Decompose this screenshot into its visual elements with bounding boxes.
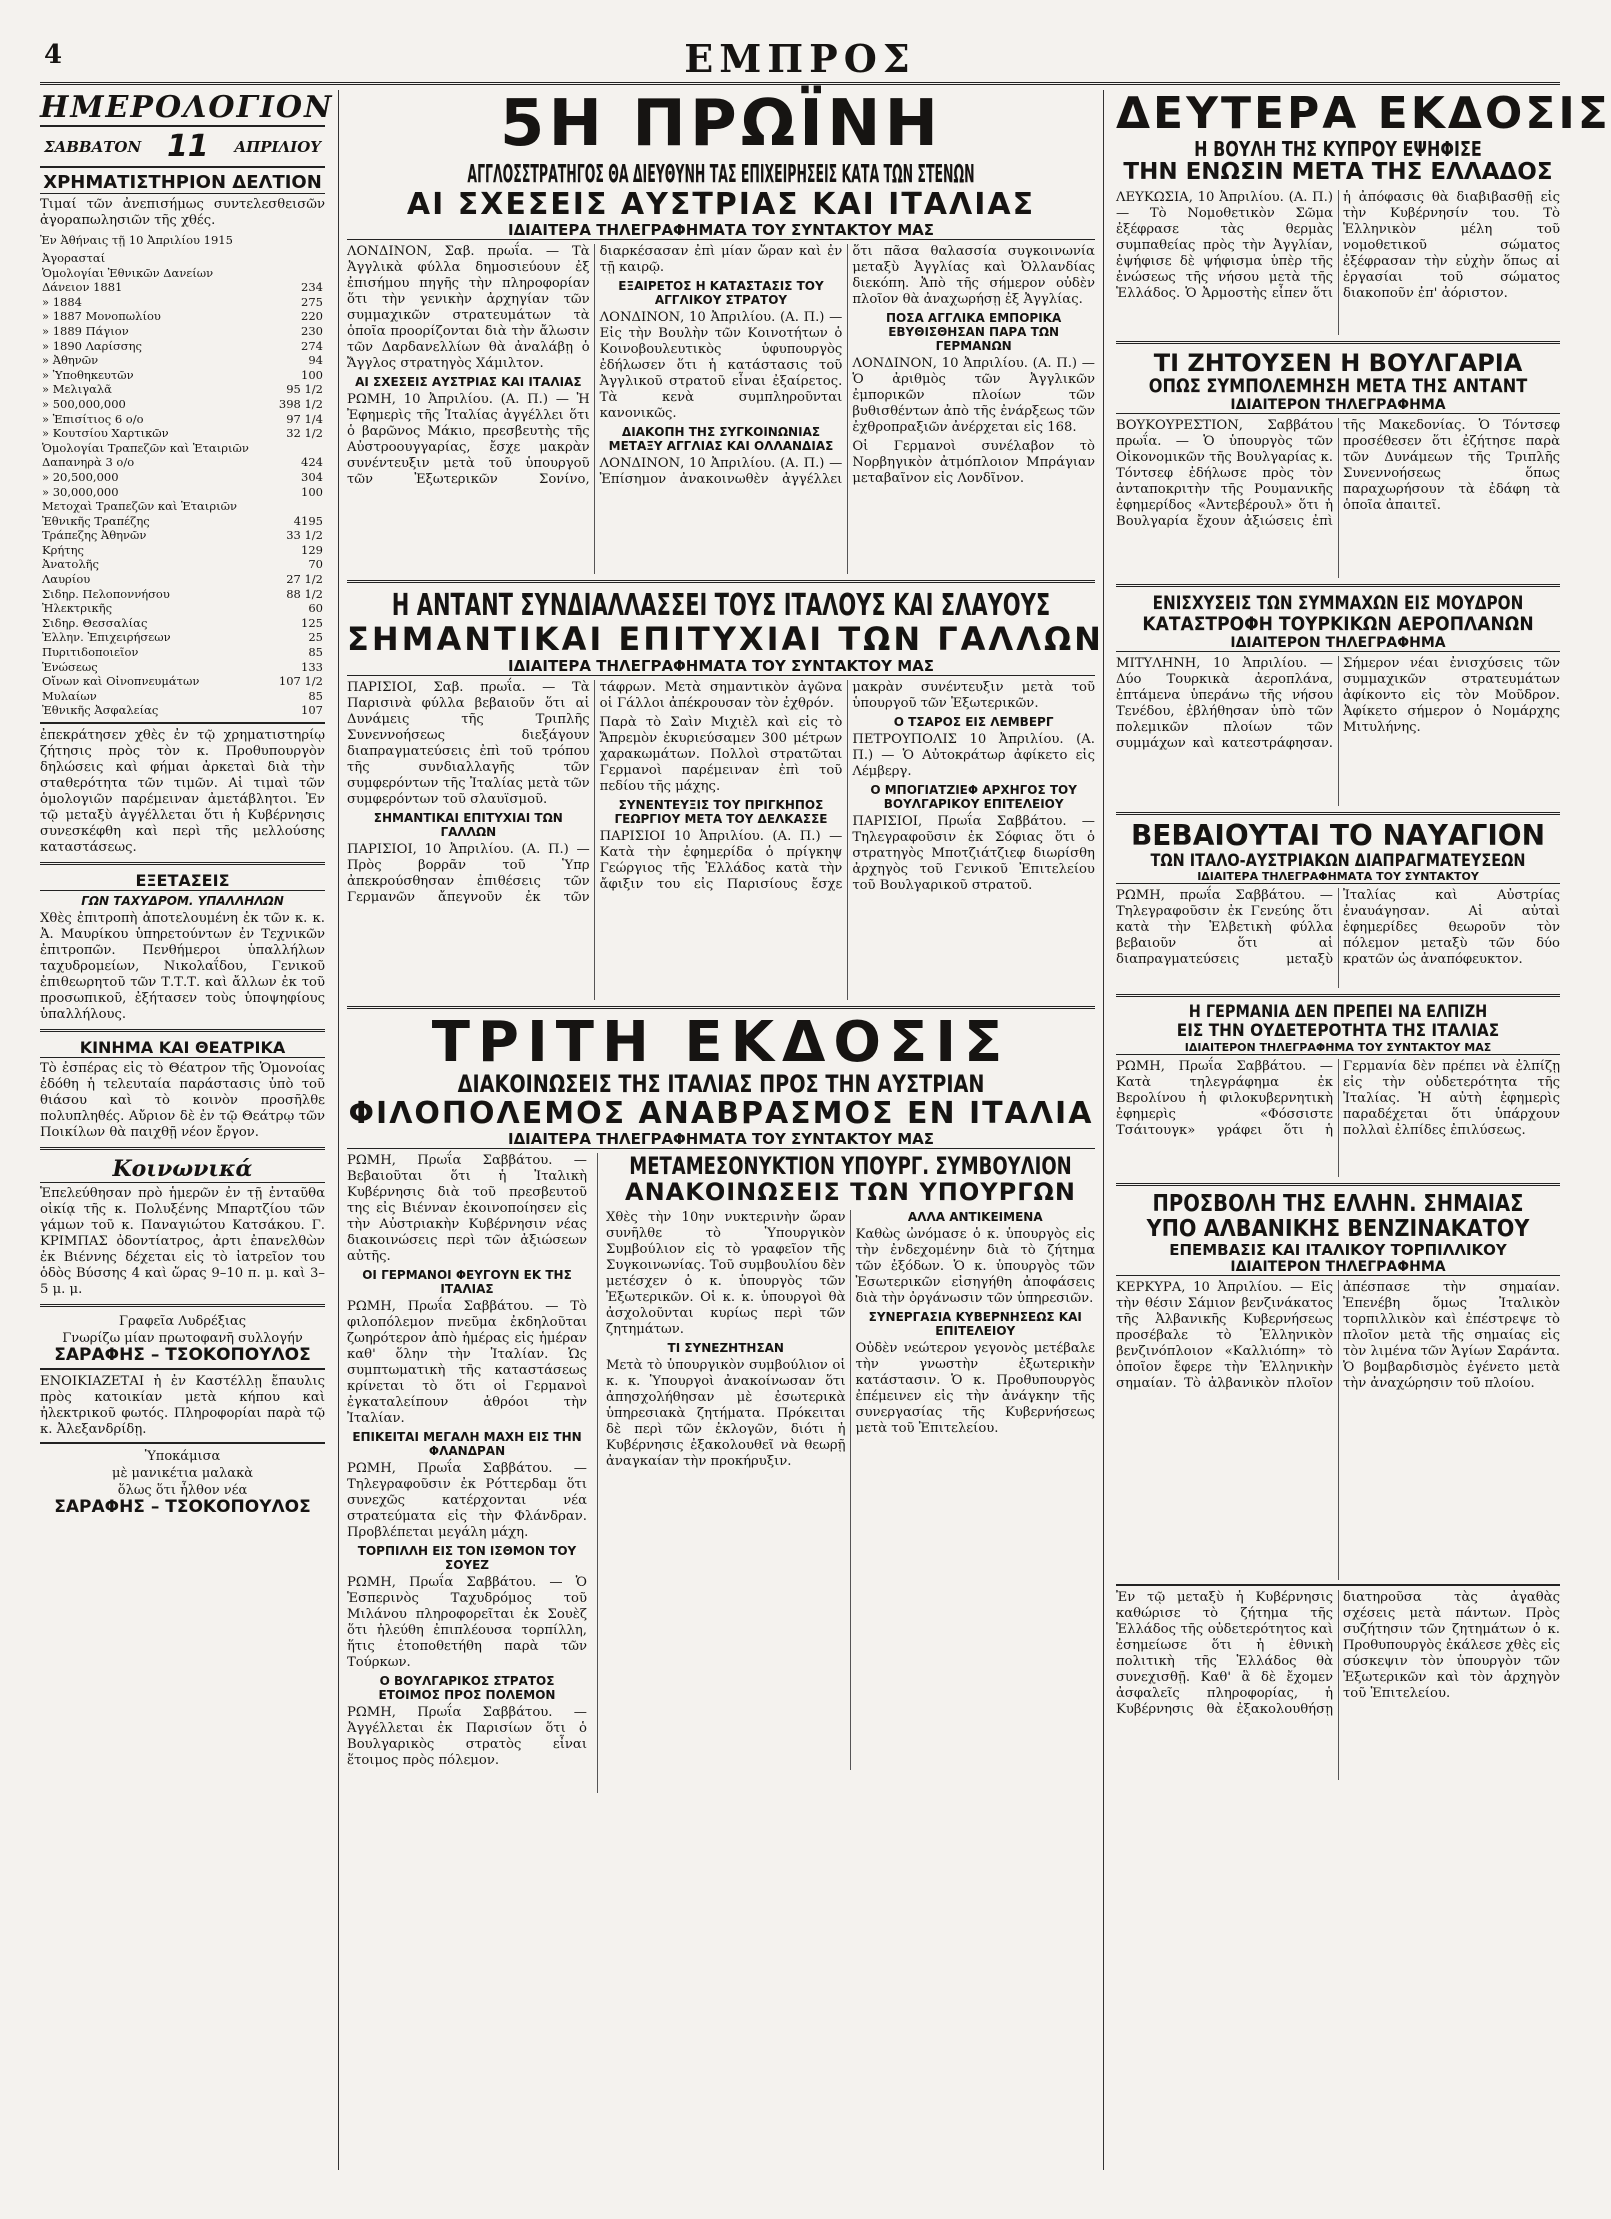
stock-row: [40, 280, 325, 295]
telegrams-label-2: ΙΔΙΑΙΤΕΡΑ ΤΗΛΕΓΡΑΦΗΜΑΤΑ ΤΟΥ ΣΥΝΤΑΚΤΟΥ ΜΑΣ: [347, 657, 1095, 676]
stock-value: 129: [301, 542, 323, 557]
headline-moudros-2: ΚΑΤΑΣΤΡΟΦΗ ΤΟΥΡΚΙΚΩΝ ΑΕΡΟΠΛΑΝΩΝ: [1142, 612, 1534, 635]
article-paragraph: ΡΩΜΗ, Πρωΐα Σαββάτου. — Τηλεγραφοῦσιν ἐκ Ρόττερδαμ ὅτι συνεχῶς κατέρχονται νέα στρατεύματα εἰς τὴν Φλάνδραν. Προβλέπεται μεγάλη μάχη.: [347, 1461, 587, 1541]
headline-shipwreck-1: ΒΕΒΑΙΟΥΤΑΙ ΤΟ ΝΑΥΑΓΙΟΝ: [1130, 818, 1546, 852]
stock-row: [40, 353, 325, 368]
ad3-line3: ὅλως ὅτι ἦλθον νέα: [117, 1483, 248, 1498]
exchange-intro: Τιμαί τῶν ἀνεπισήμως συντελεσθεισῶν ἀγοραπωλησιῶν τῆς χθές.: [40, 197, 325, 228]
stock-row: [40, 660, 325, 675]
stock-value: 32 1/2: [286, 426, 323, 441]
stock-name: » 1890 Λαρίσσης: [42, 338, 142, 353]
stock-row: [40, 309, 325, 324]
stock-name: » Κουτσίου Χαρτικῶν: [42, 426, 169, 441]
stock-value: 27 1/2: [286, 572, 323, 587]
stock-row: [40, 470, 325, 485]
cyprus-text: [1116, 190, 1560, 335]
stock-value: 33 1/2: [286, 528, 323, 543]
article-paragraph: ΛΟΝΔΙΝΟΝ, 10 Ἀπριλίου. (Α. Π.) — Εἰς τὴν Βουλὴν τῶν Κοινοτήτων ὁ Κοινοβουλευτικὸς ὑφυπουργὸς ἐδήλωσεν ὅτι ἡ κατάστασις τοῦ Ἀγγλικοῦ στρατοῦ εἶναι ἐξαίρετος. Τὰ κενὰ συμπληροῦνται κανονικῶς.: [599, 309, 843, 421]
stock-row: [40, 616, 325, 631]
telegram-label-r1: ΙΔΙΑΙΤΕΡΟΝ ΤΗΛΕΓΡΑΦΗΜΑ: [1116, 397, 1560, 414]
section-1-columns: [347, 244, 1095, 574]
stock-name: » Ὑποθηκευτῶν: [42, 367, 134, 382]
stock-row: [40, 485, 325, 500]
stock-row: [40, 630, 325, 645]
stock-row: [40, 543, 325, 558]
article-paragraph: Χθὲς τὴν 10ην νυκτερινὴν ὥραν συνῆλθε τὸ Ὑπουργικὸν Συμβούλιον εἰς τὸ γραφεῖον τῆς Συγκοινωνίας. Τοῦ συμβουλίου δὲν μετέσχεν ὁ κ. ὑπουργὸς τῶν Ἐξωτερικῶν. Οἱ κ. κ. ὑπουργοὶ θὰ ἀσχολοῦνται κυρίως περὶ τῶν ζητημάτων.: [606, 1209, 846, 1337]
stock-name: Σιδηρ. Θεσσαλίας: [42, 615, 148, 630]
stock-value: 4195: [293, 513, 323, 528]
ad3-name: ΣΑΡΑΦΗΣ – ΤΣΟΚΟΠΟΥΛΟΣ: [54, 1497, 311, 1517]
stock-row: [40, 441, 325, 456]
moudros-text: [1116, 656, 1560, 806]
stock-row: [40, 397, 325, 412]
headline-cyprus-1: Η ΒΟΥΛΗ ΤΗΣ ΚΥΠΡΟΥ ΕΨΗΦΙΣΕ: [1194, 137, 1482, 162]
stock-value: 97 1/4: [286, 411, 323, 426]
stock-value: 25: [308, 630, 323, 645]
stock-name: » 30,000,000: [42, 484, 119, 499]
stock-value: [272, 441, 325, 456]
stock-value: 304: [301, 469, 323, 484]
stock-value: [272, 266, 325, 281]
advertisement-2: ΕΝΟΙΚΙΑΖΕΤΑΙ ἡ ἐν Καστέλλῃ ἔπαυλις πρὸς κατοικίαν μετὰ κήπου καὶ ἠλεκτρικοῦ φωτός. Πληροφορίαι παρὰ τῷ κ. Ἀλεξανδρίδῃ.: [40, 1374, 325, 1437]
headline-italy-war: ΦΙΛΟΠΟΛΕΜΟΣ ΑΝΑΒΡΑΣΜΟΣ ΕΝ ΙΤΑΛΙΑ: [348, 1096, 1094, 1132]
bulgaria-text: [1116, 418, 1560, 578]
stock-row: [40, 674, 325, 689]
stock-name: Οἴνων καὶ Οἰνοπνευμάτων: [42, 674, 200, 689]
headline-flag-1: ΠΡΟΣΒΟΛΗ ΤΗΣ ΕΛΛΗΝ. ΣΗΜΑΙΑΣ: [1152, 1190, 1524, 1217]
headline-italy-notes: ΔΙΑΚΟΙΝΩΣΕΙΣ ΤΗΣ ΙΤΑΛΙΑΣ ΠΡΟΣ ΤΗΝ ΑΥΣΤΡΙΑΝ: [457, 1069, 985, 1098]
stock-name: Ἀγορασταί: [42, 251, 106, 265]
stock-row: [40, 703, 325, 718]
moudros-body: ΜΙΤΥΛΗΝΗ, 10 Ἀπριλίου. — Δύο Τουρκικὰ ἀεροπλάνα, ἐπτάμενα ὑπεράνω τῆς νήσου Τενέδου, ἐβλήθησαν ὑπὸ τῶν πολεμικῶν πλοίων τῶν συμμάχων καὶ κατεστράφησαν. Σήμερον νέαι ἐνισχύσεις τῶν συμμαχικῶν στρατευμάτων ἀφίκοντο εἰς τὸν Μοῦδρον. Ἀφίκετο σήμερον ὁ Νομάρχης Μιτυλήνης.: [1116, 655, 1560, 751]
stock-name: Δαπανηρὰ 3 ο/ο: [42, 455, 135, 470]
weekday: ΣΑΒΒΑΤΟΝ: [44, 137, 142, 156]
stock-row: [40, 455, 325, 470]
section-4-block: [597, 1153, 1095, 1793]
headline-flag-3: ΕΠΕΜΒΑΣΙΣ ΚΑΙ ΙΤΑΛΙΚΟΥ ΤΟΡΠΙΛΛΙΚΟΥ: [1169, 1241, 1507, 1260]
article-paragraph: ΡΩΜΗ, 10 Ἀπριλίου. (Α. Π.) — Ἡ Ἐφημερὶς τῆς Ἰταλίας ἀγγέλλει ὅτι ὁ βαρῶνος Μάκιο, πρεσβευτὴς τῆς Αὐστροουγγαρίας, ἔσχε μακρὰν συνέντευξιν μετὰ τοῦ ὑπουργοῦ τῶν Ἐξωτερικῶν Σονίνο, διαρκέσασαν ἐπὶ μίαν ὥραν καὶ ἐν τῇ καιρῷ.: [347, 243, 843, 487]
stock-name: Ἀνατολῆς: [42, 557, 99, 572]
article-paragraph: ΛΟΝΔΙΝΟΝ, 10 Ἀπριλίου. (Α. Π.) — Ἐπίσημον ἀνακοινωθὲν ἀγγέλλει ὅτι πᾶσα θαλασσία συγκοινωνία μεταξὺ Ἀγγλίας καὶ Ὀλλανδίας διεκόπη. Ἀπὸ τῆς σήμερον οὐδὲν πλοῖον θὰ ἀναχωρήσῃ ἐξ Ἀγγλίας.: [599, 243, 1095, 487]
stock-row: [40, 251, 325, 266]
stock-name: Δάνειον 1881: [42, 280, 123, 295]
stock-row: [40, 382, 325, 397]
headline-cyprus-2: ΤΗΝ ΕΝΩΣΙΝ ΜΕΤΑ ΤΗΣ ΕΛΛΑΔΟΣ: [1123, 159, 1553, 186]
right-column: [1116, 88, 1611, 2170]
stock-row: [40, 528, 325, 543]
advertisement-3: [40, 1448, 325, 1516]
ad1-line2: Γνωρίζω μίαν πρωτοφανῆ συλλογήν: [62, 1331, 303, 1346]
stock-name: Μετοχαὶ Τραπεζῶν καὶ Ἑταιριῶν: [42, 499, 237, 514]
stock-name: Σιδηρ. Πελοποννήσου: [42, 586, 170, 601]
third-edition-title: ΤΡΙΤΗ ΕΚΔΟΣΙΣ: [431, 1009, 1011, 1075]
stock-name: » 500,000,000: [42, 396, 126, 411]
stock-value: 107: [301, 703, 323, 718]
stock-name: » 1884: [42, 294, 82, 309]
shipwreck-body: ΡΩΜΗ, πρωΐα Σαββάτου. — Τηλεγραφοῦσιν ἐκ Γενεύης ὅτι κατὰ τὴν Ἑλβετικὴ φύλλα βεβαιοῦν ὅτι αἱ διαπραγματεύσεις μεταξὺ Ἰταλίας καὶ Αὐστρίας ἐναυάγησαν. Αἱ αὐταὶ ἐφημερίδες θεωροῦν τὸν πόλεμον μεταξὺ τῶν δύο κρατῶν ὡς ἀναπόφευκτον.: [1116, 888, 1560, 968]
article-subheading: Ο ΜΠΟΓΙΑΤΖΙΕΦ ΑΡΧΗΓΟΣ ΤΟΥ ΒΟΥΛΓΑΡΙΚΟΥ ΕΠΙΤΕΛΕΙΟΥ: [870, 782, 1077, 811]
stock-name: Ἠλεκτρικῆς: [42, 601, 113, 616]
stock-row: [40, 499, 325, 514]
article-subheading: ΑΛΛΑ ΑΝΤΙΚΕΙΜΕΝΑ: [907, 1209, 1043, 1224]
exchange-note: Ἐν Ἀθήναις τῇ 10 Ἀπριλίου 1915: [40, 233, 233, 247]
headline-ministers: ΑΝΑΚΟΙΝΩΣΕΙΣ ΤΩΝ ΥΠΟΥΡΓΩΝ: [625, 1178, 1076, 1207]
article-paragraph: ΛΟΝΔΙΝΟΝ, Σαβ. πρωΐα. — Τὰ Ἀγγλικὰ φύλλα δημοσιεύουν ἐξ ἐπισήμου πηγῆς τὴν πληροφορίαν ὅτι τὴν γενικὴν ἀρχηγίαν τῶν συμμαχικῶν στρατευμάτων τὰ ὁποῖα προορίζονται διὰ τὴν ἄλωσιν τῶν Δαρδανελλίων θὰ ἀναλάβῃ ὁ Ἄγγλος στρατηγὸς Χάμιλτον.: [347, 243, 590, 371]
article-paragraph: Καθὼς ὠνόμασε ὁ κ. ὑπουργὸς εἰς τὴν ἐνδεχομένην διὰ τὸ ζήτημα τῶν ἐξόδων. Ὁ κ. ὑπουργὸς τῶν Ἐσωτερικῶν εἰσηγήθη ἀποφάσεις διὰ τὴν ὀργάνωσιν τῶν ὑπηρεσιῶν.: [855, 1226, 1095, 1306]
stock-value: 100: [301, 484, 323, 499]
theatre-title: ΚΙΝΗΜΑ ΚΑΙ ΘΕΑΤΡΙΚΑ: [40, 1038, 325, 1058]
article-subheading: ΠΟΣΑ ΑΓΓΛΙΚΑ ΕΜΠΟΡΙΚΑ ΕΒΥΘΙΣΘΗΣΑΝ ΠΑΡΑ ΤΩΝ ΓΕΡΜΑΝΩΝ: [886, 310, 1062, 353]
exams-subtitle: ΓΩΝ ΤΑΧΥΔΡΟΜ. ΥΠΑΛΛΗΛΩΝ: [81, 894, 284, 908]
article-paragraph: ΡΩΜΗ, Πρωΐα Σαββάτου. — Τὸ φιλοπόλεμον πνεῦμα ἐκδηλοῦται ζωηρότερον ἀπὸ ἡμέρας εἰς ἡμέραν καθ' ὅλην τὴν Ἰταλίαν. Ὡς συμπτωματικὴ τῆς καταστάσεως κρίνεται τὸ ὅτι οἱ Γερμανοὶ ἐγκαταλείπουν ἀθρόοι τὴν Ἰταλίαν.: [347, 1299, 587, 1427]
section-3-column: [347, 1153, 587, 1793]
headline-germany-1: Η ΓΕΡΜΑΝΙΑ ΔΕΝ ΠΡΕΠΕΙ ΝΑ ΕΛΠΙΖΗ: [1188, 1002, 1488, 1023]
stock-name: Ἑλλην. Ἐπιχειρήσεων: [42, 630, 171, 645]
ad3-line1: Ὑποκάμισα: [144, 1449, 221, 1464]
stock-name: Πυριτιδοποιεῖον: [42, 645, 139, 660]
stock-name: » 20,500,000: [42, 469, 119, 484]
article-subheading: ΣΥΝΕΡΓΑΣΙΑ ΚΥΒΕΡΝΗΣΕΩΣ ΚΑΙ ΕΠΙΤΕΛΕΙΟΥ: [868, 1309, 1082, 1338]
article-subheading: ΑΙ ΣΧΕΣΕΙΣ ΑΥΣΤΡΙΑΣ ΚΑΙ ΙΤΑΛΙΑΣ: [355, 374, 582, 389]
stock-name: Κρήτης: [42, 542, 84, 557]
stock-name: Ἐθνικῆς Ἀσφαλείας: [42, 703, 159, 718]
exams-title: ΕΞΕΤΑΣΕΙΣ: [40, 871, 325, 891]
stock-value: 133: [301, 659, 323, 674]
stock-row: [40, 587, 325, 602]
article-subheading: ΣΗΜΑΝΤΙΚΑΙ ΕΠΙΤΥΧΙΑΙ ΤΩΝ ΓΑΛΛΩΝ: [373, 810, 563, 839]
stock-name: » Ἀθηνῶν: [42, 353, 99, 368]
stock-table: [40, 251, 325, 718]
cyprus-body: ΛΕΥΚΩΣΙΑ, 10 Ἀπριλίου. (Α. Π.) — Τὸ Νομοθετικὸν Σῶμα ἐξέφρασε τὰς θερμὰς συμπαθείας πρὸς τὴν Ἀγγλίαν, ἐψήφισε δὲ ψήφισμα ὑπὲρ τῆς ἑνώσεως τῆς νήσου μετὰ τῆς Ἑλλάδος. Ὁ Ἀρμοστὴς εἶπεν ὅτι ἡ ἀπόφασις θὰ διαβιβασθῇ εἰς τὴν Κυβέρνησίν του. Τὸ Ἑλληνικὸν μέλη τοῦ νομοθετικοῦ σώματος ἐξέφρασαν τὴν εὐχὴν ὅπως αἱ ἐργασίαι τοῦ σώματος διακοποῦν ἐπ' ἀόριστον.: [1116, 189, 1560, 301]
headline-cabinet: ΜΕΤΑΜΕΣΟΝΥΚΤΙΟΝ ΥΠΟΥΡΓ. ΣΥΜΒΟΥΛΙΟΝ: [629, 1152, 1072, 1181]
stock-name: » Μελιγαλᾶ: [42, 382, 112, 397]
flag-text: [1116, 1280, 1560, 1580]
section-2-columns: [347, 680, 1095, 1000]
society-text: Ἑπελεύθησαν πρὸ ἡμερῶν ἐν τῇ ἐνταῦθα οἰκίᾳ τῆς κ. Πολυξένης Μπαρτζίου τῶν γάμων τοῦ κ. Παναγιώτου Κατσάκου. Γ. ΚΡΙΜΠΑΣ ὀδοντίατρος, ἀρτι ἐπανελθὼν ἐκ Βιέννης δέχεται εἰς τὸ ἰατρεῖον του ὁδὸς Βύσσης 4 καὶ ὥρας 9–10 π. μ. καὶ 3–5 μ. μ.: [40, 1186, 325, 1297]
stock-row: [40, 601, 325, 616]
second-edition-title: ΔΕΥΤΕΡΑ ΕΚΔΟΣΙΣ: [1116, 88, 1611, 139]
stock-row: [40, 689, 325, 704]
banner-headline-1: ΑΓΓΛΟΣΣΤΡΑΤΗΓΟΣ ΘΑ ΔΙΕΥΘΥΝΗ ΤΑΣ ΕΠΙΧΕΙΡΗΣΕΙΣ ΚΑΤΑ ΤΩΝ ΣΤΕΝΩΝ: [467, 159, 975, 188]
ad1-line1: Γραφεῖα Λυδρέξιας: [118, 1314, 247, 1329]
stock-name: Λαυρίου: [42, 572, 91, 587]
closing-body: Ἐν τῷ μεταξὺ ἡ Κυβέρνησις καθώρισε τὸ ζήτημα τῆς Ἑλλάδος τῆς οὐδετερότητος καὶ ἐσημείωσε ὅτι ἡ ἐθνικὴ πολιτικὴ τῆς Ἑλλάδος θὰ συνεχισθῇ. Καθ' ἃ δὲ ἔχομεν ἀσφαλεῖς πληροφορίας, ἡ Κυβέρνησις θὰ ἐξακολουθήσῃ διατηροῦσα τὰς ἀγαθὰς σχέσεις μετὰ πάντων. Πρὸς συζήτησιν τῶν ζητημάτων ὁ κ. Προθυπουργὸς ἐκάλεσε χθὲς εἰς σύσκεψιν τὸν ὑπουργὸν τῶν Ἐξωτερικῶν καὶ τὸν ἀρχηγὸν τοῦ Ἐπιτελείου.: [1116, 1589, 1560, 1717]
masthead: [40, 30, 1560, 85]
stock-row: [40, 266, 325, 281]
headline-flag-2: ΥΠΟ ΑΛΒΑΝΙΚΗΣ ΒΕΝΖΙΝΑΚΑΤΟΥ: [1146, 1215, 1530, 1242]
stock-value: 107 1/2: [278, 674, 323, 689]
banner-headline-2: ΑΙ ΣΧΕΣΕΙΣ ΑΥΣΤΡΙΑΣ ΚΑΙ ΙΤΑΛΙΑΣ: [406, 186, 1036, 222]
stock-name: » 1887 Μονοπωλίου: [42, 309, 161, 324]
stock-row: [40, 324, 325, 339]
article-paragraph: ΠΑΡΙΣΙΟΙ 10 Ἀπριλίου. (Α. Π.) — Κατὰ τὴν ἐφημερίδα ὁ πρίγκηψ Γεώργιος τῆς Ἑλλάδος κατὰ τὴν ἄφιξιν του εἰς Παρισίους ἔσχε μακρὰν συνέντευξιν μετὰ τοῦ ὑπουργοῦ τῶν Ἐξωτερικῶν.: [599, 679, 1095, 892]
month: ΑΠΡΙΛΙΟΥ: [234, 137, 321, 156]
stock-row: [40, 368, 325, 383]
stock-value: 95 1/2: [286, 382, 323, 397]
headline-germany-2: ΕΙΣ ΤΗΝ ΟΥΔΕΤΕΡΟΤΗΤΑ ΤΗΣ ΙΤΑΛΙΑΣ: [1176, 1020, 1500, 1041]
shipwreck-text: [1116, 888, 1560, 988]
stock-value: 230: [301, 323, 323, 338]
stock-row: [40, 557, 325, 572]
almanac-title: ΗΜΕΡΟΛΟΓΙΟΝ: [40, 90, 334, 125]
headline-shipwreck-2: ΤΩΝ ΙΤΑΛΟ-ΑΥΣΤΡΙΑΚΩΝ ΔΙΑΠΡΑΓΜΑΤΕΥΣΕΩΝ: [1150, 850, 1526, 871]
stock-row: [40, 426, 325, 441]
article-subheading: Ο ΒΟΥΛΓΑΡΙΚΟΣ ΣΤΡΑΤΟΣ ΕΤΟΙΜΟΣ ΠΡΟΣ ΠΟΛΕΜΟΝ: [378, 1674, 556, 1703]
article-subheading: ΕΠΙΚΕΙΤΑΙ ΜΕΓΑΛΗ ΜΑΧΗ ΕΙΣ ΤΗΝ ΦΛΑΝΔΡΑΝ: [352, 1430, 582, 1459]
stock-row: [40, 572, 325, 587]
article-subheading: ΤΙ ΣΥΝΕΖΗΤΗΣΑΝ: [667, 1340, 784, 1355]
stock-value: [272, 251, 325, 266]
closing-text: [1116, 1590, 1560, 1780]
stock-name: Ἐθνικῆς Τραπέζης: [42, 513, 150, 528]
article-paragraph: ΛΟΝΔΙΝΟΝ, 10 Ἀπριλίου. (Α. Π.) — Ὁ ἀριθμὸς τῶν Ἀγγλικῶν ἐμπορικῶν πλοίων τῶν βυθισθέντων ἀπὸ τῆς ἐνάρξεως τῶν ἐχθροπραξιῶν ἀνέρχεται εἰς 168.: [852, 355, 1095, 435]
article-paragraph: ΠΑΡΙΣΙΟΙ, 10 Ἀπριλίου. (Α. Π.) — Πρὸς βορρᾶν τοῦ Ὑπρ ἀπεκρούσθησαν ἐπιθέσεις τῶν Γερμανῶν ἄπεγνοῦν ἐκ τῶν τάφρων. Μετὰ σημαντικὸν ἀγῶνα οἱ Γάλλοι ἀπέκρουσαν τὸν ἐχθρόν.: [347, 679, 843, 905]
telegram-label-r4: ΙΔΙΑΙΤΕΡΟΝ ΤΗΛΕΓΡΑΦΗΜΑ ΤΟΥ ΣΥΝΤΑΚΤΟΥ ΜΑΣ: [1116, 1041, 1560, 1055]
center-column: [338, 87, 1104, 2170]
stock-value: 70: [308, 557, 323, 572]
stock-value: 234: [301, 280, 323, 295]
day-number: 11: [166, 129, 209, 164]
article-subheading: ΔΙΑΚΟΠΗ ΤΗΣ ΣΥΓΚΟΙΝΩΝΙΑΣ ΜΕΤΑΞΥ ΑΓΓΛΙΑΣ ΚΑΙ ΟΛΛΑΝΔΙΑΣ: [608, 424, 834, 453]
exchange-title: ΧΡΗΜΑΤΙΣΤΗΡΙΟΝ ΔΕΛΤΙΟΝ: [40, 172, 325, 194]
headline-entente: Η ΑΝΤΑΝΤ ΣΥΝΔΙΑΛΛΑΣΣΕΙ ΤΟΥΣ ΙΤΑΛΟΥΣ ΚΑΙ ΣΛΑΥΟΥΣ: [391, 587, 1051, 623]
edition-title: 5Η ΠΡΩΪΝΗ: [499, 87, 943, 161]
article-paragraph: ΠΕΤΡΟΥΠΟΛΙΣ 10 Ἀπριλίου. (Α. Π.) — Ὁ Αὐτοκράτωρ ἀφίκετο εἰς Λέμβεργ.: [852, 731, 1095, 779]
article-subheading: ΟΙ ΓΕΡΜΑΝΟΙ ΦΕΥΓΟΥΝ ΕΚ ΤΗΣ ΙΤΑΛΙΑΣ: [362, 1268, 572, 1297]
stock-value: 220: [301, 309, 323, 324]
article-paragraph: Μετὰ τὸ ὑπουργικὸν συμβούλιον οἱ κ. κ. Ὑπουργοὶ ἀνακοίνωσαν ὅτι ἀπησχολήθησαν μὲ ἐσωτερικὰ ὑπηρεσιακὰ ζητήματα. Πρόκειται δὲ περὶ τῶν ἐκλογῶν, διότι ἡ Κυβέρνησις ἐξακολουθεῖ νὰ θεωρῇ ἀναγκαίαν τὴν προκήρυξιν.: [606, 1357, 846, 1469]
stock-row: [40, 412, 325, 427]
society-title: Κοινωνικά: [40, 1156, 325, 1183]
stock-value: 85: [308, 645, 323, 660]
telegram-label-r5: ΙΔΙΑΙΤΕΡΟΝ ΤΗΛΕΓΡΑΦΗΜΑ: [1116, 1259, 1560, 1276]
section-3-wrapper: [347, 1153, 1095, 1793]
ad3-line2: μὲ μανικέτια μαλακὰ: [112, 1466, 253, 1481]
stock-value: [272, 499, 325, 514]
article-paragraph: Οὐδὲν νεώτερον γεγονὸς μετέβαλε τὴν γνωστὴν ἐξωτερικὴν κατάστασιν. Ὁ κ. Προθυπουργὸς ἐπέμεινεν εἰς τὴν ἀνάγκην τῆς συνεργασίας τῆς Κυβερνήσεως μετὰ τοῦ Ἐπιτελείου.: [855, 1340, 1095, 1436]
stock-value: 100: [301, 367, 323, 382]
stock-value: 424: [301, 455, 323, 470]
telegrams-label-3: ΙΔΙΑΙΤΕΡΑ ΤΗΛΕΓΡΑΦΗΜΑΤΑ ΤΟΥ ΣΥΝΤΑΚΤΟΥ ΜΑΣ: [347, 1130, 1095, 1149]
theatre-text: Τὸ ἐσπέρας εἰς τὸ Θέατρον τῆς Ὁμονοίας ἐδόθη ἡ τελευταία παράστασις ὑπὸ τοῦ θιάσου καὶ τὸ κοινὸν προσῆλθε πολυπληθές. Αὔριον δὲ ἐν τῷ Θεάτρῳ τῶν Ποικίλων θὰ παιχθῇ νέον ἔργον.: [40, 1061, 325, 1140]
stock-value: 88 1/2: [286, 586, 323, 601]
stock-name: Ὁμολογίαι Τραπεζῶν καὶ Ἑταιριῶν: [42, 440, 249, 455]
stock-name: Ὁμολογίαι Ἐθνικῶν Δανείων: [42, 265, 214, 280]
germany-body: ΡΩΜΗ, Πρωΐα Σαββάτου. — Κατὰ τηλεγράφημα ἐκ Βερολίνου ἡ φιλοκυβερνητικὴ ἐφημερὶς «Φόσσιστε Τσάιτουγκ» γράφει ὅτι ἡ Γερμανία δὲν πρέπει νὰ ἐλπίζῃ εἰς τὴν οὐδετερότητα τῆς Ἰταλίας. Ἡ αὐτὴ ἐφημερὶς παραδέχεται ὅτι ὑπάρχουν πολλαὶ ἐλπίδες ἐπιλύσεως.: [1116, 1058, 1560, 1138]
article-paragraph: ΡΩΜΗ, Πρωΐα Σαββάτου. — Βεβαιοῦται ὅτι ἡ Ἰταλικὴ Κυβέρνησις διὰ τοῦ πρεσβευτοῦ της εἰς Βιένναν ἐκοινοποίησεν εἰς τὴν Αὐστριακὴν Κυβέρνησιν νέας διακοινώσεις περὶ τῶν ἀξιώσεων αὐτῆς.: [347, 1153, 587, 1265]
telegrams-label: ΙΔΙΑΙΤΕΡΑ ΤΗΛΕΓΡΑΦΗΜΑΤΑ ΤΟΥ ΣΥΝΤΑΚΤΟΥ ΜΑΣ: [347, 221, 1095, 240]
telegram-label-r3: ΙΔΙΑΙΤΕΡΑ ΤΗΛΕΓΡΑΦΗΜΑΤΑ ΤΟΥ ΣΥΝΤΑΚΤΟΥ: [1116, 870, 1560, 884]
advertisement-1: [40, 1313, 325, 1364]
stock-value: 125: [301, 615, 323, 630]
article-paragraph: Οἱ Γερμανοὶ συνέλαβον τὸ Νορβηγικὸν ἀτμόπλοιον Μπράγιαν μεταβαῖνον εἰς Λονδῖνον.: [852, 438, 1095, 486]
stock-value: 85: [308, 688, 323, 703]
newspaper-page: [40, 30, 1611, 2200]
stock-name: Τράπεζης Ἀθηνῶν: [42, 528, 147, 543]
stock-value: 60: [308, 601, 323, 616]
stock-row: [40, 339, 325, 354]
article-subheading: Ο ΤΣΑΡΟΣ ΕΙΣ ΛΕΜΒΕΡΓ: [893, 714, 1054, 729]
headline-bulgaria-2: ΟΠΩΣ ΣΥΜΠΟΛΕΜΗΣΗ ΜΕΤΑ ΤΗΣ ΑΝΤΑΝΤ: [1148, 375, 1528, 398]
stock-name: » 1889 Πάγιον: [42, 323, 129, 338]
stock-value: 398 1/2: [278, 396, 323, 411]
stock-row: [40, 295, 325, 310]
stock-value: 94: [308, 353, 323, 368]
article-paragraph: ΠΑΡΙΣΙΟΙ, Σαβ. πρωΐα. — Τὰ Παρισινὰ φύλλα βεβαιοῦν ὅτι αἱ Δυνάμεις τῆς Τριπλῆς Συνεννοήσεως διεξάγουν διαπραγματεύσεις ἐπὶ τοῦ τρόπου τῆς συνδιαλλαγῆς τῶν συμφερόντων τῆς Ἰταλίας μετὰ τῶν συμφερόντων τοῦ σλαυϊσμοῦ.: [347, 679, 590, 807]
telegram-label-r2: ΙΔΙΑΙΤΕΡΟΝ ΤΗΛΕΓΡΑΦΗΜΑ: [1116, 635, 1560, 652]
left-column: [40, 90, 334, 2170]
section-4-columns: [606, 1210, 1095, 1770]
page-number: 4: [44, 40, 63, 70]
bulgaria-body: ΒΟΥΚΟΥΡΕΣΤΙΟΝ, Σαββάτου πρωΐα. — Ὁ ὑπουργὸς τῶν Οἰκονομικῶν τῆς Βουλγαρίας κ. Τόντσεφ ἐδήλωσε πρὸς τὸν ἀνταποκριτὴν τῆς Ρουμανικῆς ἐφημερίδος «Ἀντεβέρουλ» ὅτι ἡ Βουλγαρία ἔχουν ἀξιώσεις ἐπὶ τῆς Μακεδονίας. Ὁ Τόντσεφ προσέθεσεν ὅτι ἐζήτησε παρὰ τῶν Δυνάμεων τῆς Τριπλῆς Συνεννοήσεως ὅπως παραχωρήσουν τὰ ἐδάφη τὰ ὁποῖα ἀπαιτεῖ.: [1116, 417, 1560, 529]
stock-name: Ἑνώσεως: [42, 659, 98, 674]
headline-bulgaria-1: ΤΙ ΖΗΤΟΥΣΕΝ Η ΒΟΥΛΓΑΡΙΑ: [1153, 348, 1523, 377]
article-paragraph: ΡΩΜΗ, Πρωΐα Σαββάτου. — Ὁ Ἑσπερινὸς Ταχυδρόμος τοῦ Μιλάνου πληροφορεῖται ἐκ Σουὲζ ὅτι ἠλεύθη ἐπιπλέουσα τορπίλλη, ἥτις ἐτοποθετήθη παρὰ τῶν Τούρκων.: [347, 1575, 587, 1671]
exchange-text: ἐπεκράτησεν χθὲς ἐν τῷ χρηματιστηρίῳ ζήτησις πρὸς τὸν κ. Προθυπουργὸν δηλώσεις καὶ φήμαι ἀρκεταὶ διὰ τὴν σταθερότητα τῶν τιμῶν. Αἱ τιμαὶ τῶν ὁμολογιῶν παρέμειναν ἀμετάβλητοι. Ἐν τῷ μεταξὺ ἀγγέλλεται ὅτι ἡ Κυβέρνησις συνεσκέφθη καὶ περὶ τῆς μελλούσης καταστάσεως.: [40, 728, 325, 855]
stock-row: [40, 514, 325, 529]
article-subheading: ΣΥΝΕΝΤΕΥΞΙΣ ΤΟΥ ΠΡΙΓΚΗΠΟΣ ΓΕΩΡΓΙΟΥ ΜΕΤΑ ΤΟΥ ΔΕΛΚΑΣΣΕ: [614, 797, 828, 826]
stock-value: 275: [301, 294, 323, 309]
exams-text: Χθὲς ἐπιτροπὴ ἀποτελουμένη ἐκ τῶν κ. κ. Ἀ. Μαυρίκου ὑπηρετούντων ἐν Τεχνικῶν ἐπιτροπῶν. Πενθήμεροι ὑπαλλήλων ταχυδρομείων, Νικολαΐδου, Γενικοῦ ἐπιθεωρητοῦ τῶν Τ.Τ.Τ. καὶ ἄλλων ἐκ τοῦ προσωπικοῦ, ἐξήτασεν τοὺς ὑποψηφίους ὑπαλλήλους.: [40, 911, 325, 1022]
article-subheading: ΤΟΡΠΙΛΛΗ ΕΙΣ ΤΟΝ ΙΣΘΜΟΝ ΤΟΥ ΣΟΥΕΖ: [357, 1544, 577, 1573]
dateline: [40, 127, 325, 168]
newspaper-title: ΕΜΠΡΟΣ: [684, 36, 916, 81]
headline-french-success: ΣΗΜΑΝΤΙΚΑΙ ΕΠΙΤΥΧΙΑΙ ΤΩΝ ΓΑΛΛΩΝ: [347, 619, 1104, 658]
stock-name: Μυλαίων: [42, 688, 97, 703]
headline-moudros-1: ΕΝΙΣΧΥΣΕΙΣ ΤΩΝ ΣΥΜΜΑΧΩΝ ΕΙΣ ΜΟΥΔΡΟΝ: [1152, 591, 1524, 614]
ad1-name: ΣΑΡΑΦΗΣ – ΤΣΟΚΟΠΟΥΛΟΣ: [54, 1345, 311, 1365]
germany-text: [1116, 1059, 1560, 1177]
article-paragraph: ΠΑΡΙΣΙΟΙ, Πρωΐα Σαββάτου. — Τηλεγραφοῦσιν ἐκ Σόφιας ὅτι ὁ στρατηγὸς Μποτζιάτζιεφ διωρίσθη ἀρχηγὸς τοῦ Γενικοῦ Ἐπιτελείου τοῦ Βουλγαρικοῦ στρατοῦ.: [852, 813, 1095, 893]
stock-row: [40, 645, 325, 660]
flag-body: ΚΕΡΚΥΡΑ, 10 Ἀπριλίου. — Εἰς τὴν θέσιν Σάμιον βενζινάκατος τῆς Ἀλβανικῆς Κυβερνήσεως προσέβαλε τὸ Ἑλληνικὸν βενζινόπλοιον «Καλλιόπη» τὸ ὁποῖον ἔφερε τὴν Ἑλληνικὴν σημαίαν. Τὸ ἀλβανικὸν πλοῖον ἀπέσπασε τὴν σημαίαν. Ἐπενέβη ὅμως Ἰταλικὸν τορπιλλικὸν καὶ ἐπέστρεψε τὸ πλοῖον μετὰ τῆς σημαίας εἰς τὸν λιμένα τῶν Ἁγίων Σαράντα. Ὁ βομβαρδισμὸς ἐγένετο μετὰ τὴν ἀναχώρησιν τοῦ πλοίου.: [1116, 1279, 1560, 1391]
stock-value: 274: [301, 338, 323, 353]
article-paragraph: Παρὰ τὸ Σαὶν Μιχιὲλ καὶ εἰς τὸ Ἄπρεμὸν ἐκυριεύσαμεν 300 μέτρων χαρακωμάτων. Πολλοὶ στρατῶται Γερμανοὶ παρέμειναν ἐπὶ τοῦ πεδίου τῆς μάχης.: [599, 714, 843, 794]
stock-name: » Ἐπισίτιος 6 ο/ο: [42, 411, 144, 426]
article-paragraph: ΡΩΜΗ, Πρωΐα Σαββάτου. — Ἀγγέλλεται ἐκ Παρισίων ὅτι ὁ Βουλγαρικὸς στρατὸς εἶναι ἕτοιμος πρὸς πόλεμον.: [347, 1705, 587, 1769]
article-subheading: ΕΞΑΙΡΕΤΟΣ Η ΚΑΤΑΣΤΑΣΙΣ ΤΟΥ ΑΓΓΛΙΚΟΥ ΣΤΡΑΤΟΥ: [618, 278, 824, 307]
